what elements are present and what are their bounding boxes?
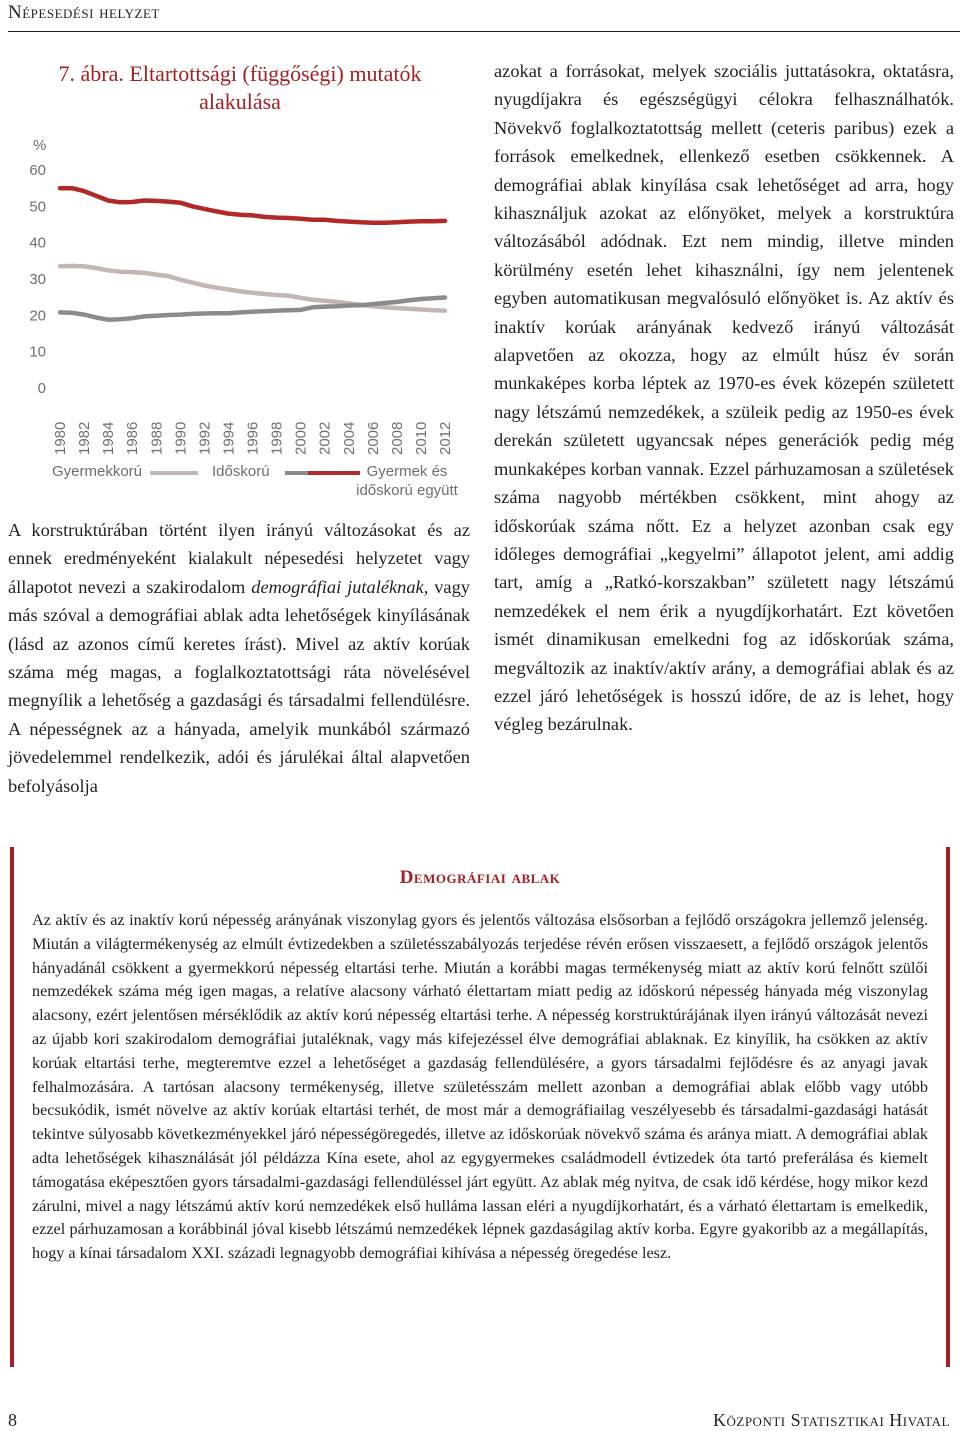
y-tick-label-30: 30 <box>29 271 46 288</box>
legend-label-gyermekkoru: Gyermekkorú <box>52 463 143 480</box>
left-text-emphasis: demográfiai jutaléknak, <box>251 576 429 597</box>
dependency-ratio-chart <box>0 130 480 460</box>
x-tick-label-2002: 2002 <box>316 421 334 455</box>
sidebar-box <box>10 847 950 1367</box>
y-tick-label-20: 20 <box>29 307 46 325</box>
legend-entry-idoskoru <box>212 462 270 482</box>
legend-entry-gyermekkoru <box>52 462 142 482</box>
box-text: Az aktív és az inaktív korú népesség arányának viszonylag gyors és jelentős változása elsősorban a fejlődő országokra jellemző jelenség. Miután a világtermékenység az elmúlt évtizedekben a születésszabályozás terjedése révén erősen visszaesett, a fejlődő országok jelentős hányadánál csökkent a gyermekkorú népesség eltartási terhe. Miután a korábbi magas termékenység miatt az aktív korú felnőtt szülői nemzedékek száma még igen magas, a relatíve alacsony várható élettartam miatt pedig az időskorú népesség hányada még viszonylag alacsony, ezért jelentősen mérséklődik az aktív korú népesség eltartási terhe. A népesség korstruktúrájának ilyen irányú változását nevezi az újabb kori szakirodalom demográfiai jutaléknak, vagy más kifejezéssel élve demográfiai ablaknak. Ez kinyílik, ha csökken az aktív korúak eltartási terhe, megteremtve ezzel a lehetőséget a gazdaság fellendülésére, a gyors társadalmi fejlődésre és az anyagi javak felhalmozására. A tartósan alacsony termékenység, illetve születésszám mellett azonban a demográfiai ablak előbb vagy utóbb becsukódik, ismét növelve az aktív korúak eltartási terhét, de most már a demográfiailag veszélyesebb és társadalmi-gazdasági hatását tekintve súlyosabb következményekkel járó népességöregedés, illetve az időskorúak növekvő száma és aránya miatt. A demográfiai ablak adta lehetőségek kihasználását jól példázza Kína esete, ahol az egygyermekes családmodell évtizedek óta tartó preferálása és kiemelt támogatása eképesztően gyors társadalmi-gazdasági fellendüléssel járt együtt. Az ablak még nyitva, de csak idő kérdése, hogy mikor kezd zárulni, mivel a nagy létszámú aktív korú nemzedékek első hulláma lassan eléri a nyugdíjkorhatárt, és a várható élettartam is emelkedik, ezzel párhuzamosan a korábbinál jóval kisebb létszámú nemzedékek lépnek gazdaságilag aktív korba. Egyre gyakoribb az a megállapítás, hogy a kínai társadalom XXI. századi legnagyobb demográfiai kihívása a népesség öregedése lesz. <box>32 911 928 1263</box>
x-tick-label-2010: 2010 <box>412 421 430 455</box>
chart-legend <box>30 462 470 502</box>
y-tick-label-60: 60 <box>29 162 46 179</box>
y-tick-label-0: 0 <box>37 380 46 397</box>
x-tick-label-2008: 2008 <box>388 421 406 455</box>
x-tick-label-2006: 2006 <box>364 421 382 455</box>
x-tick-label-1994: 1994 <box>220 421 238 455</box>
x-tick-label-1998: 1998 <box>268 421 286 455</box>
chart-title: 7. ábra. Eltartottsági (függőségi) mutatók alakulása <box>58 61 422 114</box>
x-tick-label-1986: 1986 <box>124 421 142 455</box>
y-axis-unit-label: % <box>33 137 47 154</box>
legend-label-idoskoru: Időskorú <box>212 463 270 480</box>
x-tick-label-1988: 1988 <box>148 421 166 455</box>
x-tick-label-2012: 2012 <box>437 421 454 455</box>
x-tick-label-1980: 1980 <box>52 421 69 455</box>
series-line-egyutt <box>60 188 445 223</box>
x-tick-label-2004: 2004 <box>340 421 358 455</box>
y-tick-label-10: 10 <box>29 343 46 361</box>
publisher-name: Központi Statisztikai Hivatal <box>713 1410 950 1430</box>
x-tick-label-1982: 1982 <box>76 421 94 455</box>
running-head: Népesedési helyzet <box>8 0 960 32</box>
x-tick-label-1992: 1992 <box>196 421 214 455</box>
body-text-right: azokat a forrásokat, melyek szociális juttatásokra, oktatásra, nyugdíjakra és egészségügyi célokra felhasználhatók. Növekvő foglalkoztatottság mellett (ceteris paribus) ezek a források emelkednek, ellenkező esetben csökkennek. A demográfiai ablak kinyílása csak lehetőséget ad arra, hogy kihasználjuk azokat az előnyöket, melyek a korstruktúra változásából adódnak. Ezt nem mindig, illetve minden körülmény esetén lehet kihasználni, így nem jelentenek egyben automatikusan megvalósuló előnyöket is. Az aktív és inaktív korúak arányának kedvező irányú változását alapvetően az okozza, hogy az elmúlt húsz év során munkaképes korba léptek az 1970-es évek közepén született nagy létszámú nemzedékek, a szüleik pedig az 1950-es évek derekán született ugyancsak népes generációk pedig még munkaképes korban vannak. Ezzel párhuzamosan a születések száma nagyobb mértékben csökkent, mint ahogy az időskorúak száma nőtt. Ez a helyzet azonban csak egy időleges demográfiai „kegyelmi” állapotot jelent, ami addig tart, amíg a „Ratkó-korszakban” született nagy létszámú nemzedékek el nem érik a nyugdíjkorhatárt. Ezt követően ismét dinamikusan emelkedni fog az időskorúak száma, megváltozik az inaktív/aktív arány, a demográfiai ablak és az ezzel járó lehetőségek is hosszú időre, de az is lehet, hogy végleg bezárulnak. <box>494 61 954 735</box>
body-text-left <box>8 516 470 800</box>
x-tick-label-2000: 2000 <box>292 421 310 455</box>
box-title: Demográfiai ablak <box>399 867 561 888</box>
left-text-part-2: vagy más szóval a demográfiai ablak adta lehetőségek kinyílásának (lásd az azonos című keretes írást). Mivel az aktív korúak száma még magas, a foglalkoztatottsági ráta növelésével megnyílik a lehetőség a gazdasági és társadalmi fellendülésre. A népességnek az a hányada, amelyik munkából származó jövedelemmel rendelkezik, adói és járulékai által alapvetően befolyásolja <box>8 576 470 796</box>
x-tick-label-1984: 1984 <box>100 421 118 455</box>
legend-label-egyutt: Gyermek és időskorú együtt <box>356 463 458 499</box>
y-tick-label-50: 50 <box>29 198 46 216</box>
legend-entry-egyutt <box>342 462 472 500</box>
x-tick-label-1996: 1996 <box>244 421 262 455</box>
page-number: 8 <box>8 1410 17 1430</box>
x-tick-label-1990: 1990 <box>172 421 190 455</box>
y-tick-label-40: 40 <box>29 234 46 252</box>
legend-swatch-gyermekkoru <box>150 471 198 475</box>
left-text-part-1: A korstruktúrában történt ilyen irányú változásokat és az ennek eredményeként kialakult népesedési helyzetet vagy állapotot nevezi a szakirodalom <box>8 520 470 597</box>
